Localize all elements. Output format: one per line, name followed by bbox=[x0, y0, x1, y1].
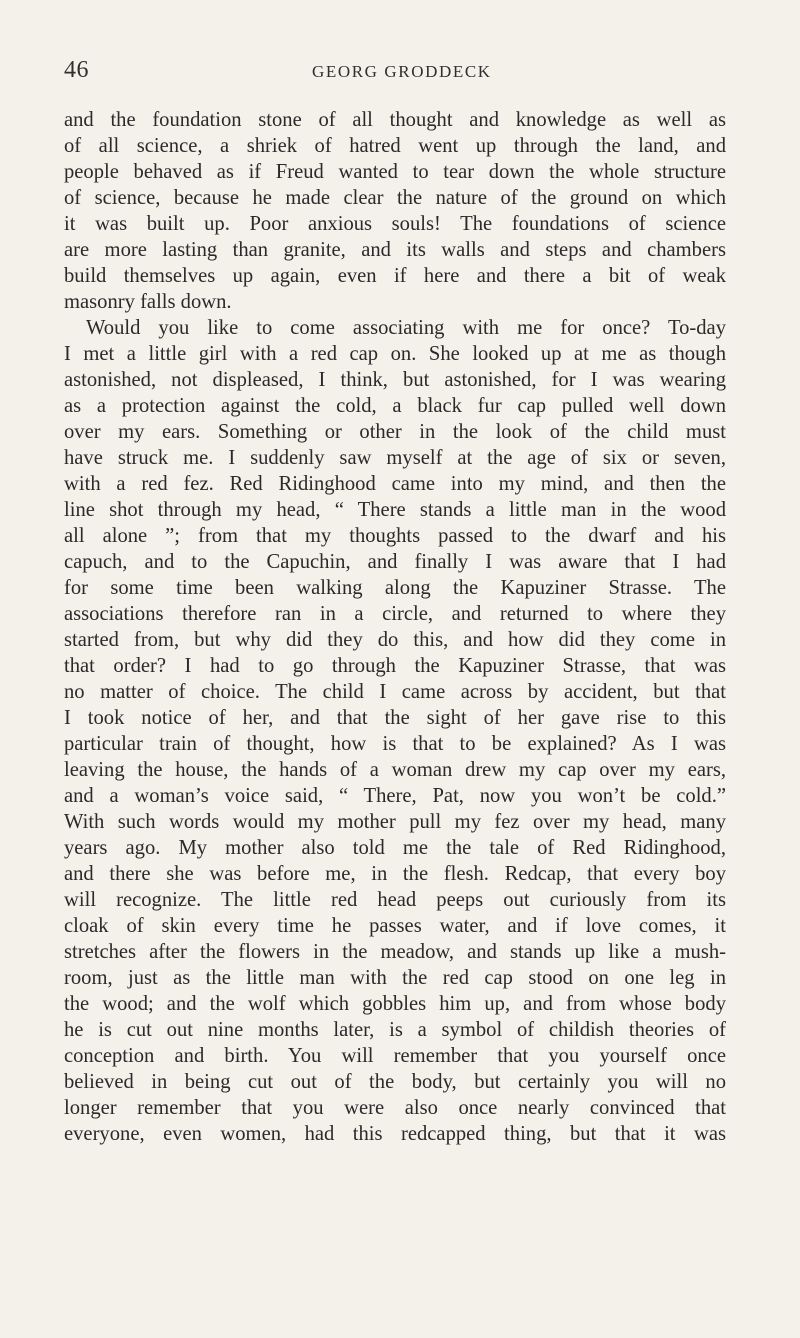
running-head bbox=[64, 57, 726, 87]
text-line: line shot through my head, “ There stands a little man in the wood bbox=[64, 499, 726, 521]
text-line: and a woman’s voice said, “ There, Pat, now you won’t be cold.” bbox=[64, 785, 726, 807]
text-line: I took notice of her, and that the sight of her gave rise to this bbox=[64, 707, 726, 729]
text-line: Would you like to come associating with me for once? To-day bbox=[86, 317, 726, 339]
text-line: stretches after the flowers in the meadow, and stands up like a mush- bbox=[64, 941, 726, 963]
text-line: room, just as the little man with the red cap stood on one leg in bbox=[64, 967, 726, 989]
text-line: believed in being cut out of the body, but certainly you will no bbox=[64, 1071, 726, 1093]
text-line: capuch, and to the Capuchin, and finally I was aware that I had bbox=[64, 551, 726, 573]
text-line: that order? I had to go through the Kapuziner Strasse, that was bbox=[64, 655, 726, 677]
text-line: are more lasting than granite, and its walls and steps and chambers bbox=[64, 239, 726, 261]
text-line: I met a little girl with a red cap on. She looked up at me as though bbox=[64, 343, 726, 365]
text-line: the wood; and the wolf which gobbles him up, and from whose body bbox=[64, 993, 726, 1015]
text-line: particular train of thought, how is that to be explained? As I was bbox=[64, 733, 726, 755]
text-line: will recognize. The little red head peeps out curiously from its bbox=[64, 889, 726, 911]
text-line: associations therefore ran in a circle, and returned to where they bbox=[64, 603, 726, 625]
text-line: he is cut out nine months later, is a symbol of childish theories of bbox=[64, 1019, 726, 1041]
text-line: and the foundation stone of all thought and knowledge as well as bbox=[64, 109, 726, 131]
text-line: for some time been walking along the Kapuziner Strasse. The bbox=[64, 577, 726, 599]
text-line: cloak of skin every time he passes water, and if love comes, it bbox=[64, 915, 726, 937]
text-line: masonry falls down. bbox=[64, 291, 232, 313]
text-line: With such words would my mother pull my fez over my head, many bbox=[64, 811, 726, 833]
text-line: and there she was before me, in the flesh. Redcap, that every boy bbox=[64, 863, 726, 885]
text-line: build themselves up again, even if here and there a bit of weak bbox=[64, 265, 726, 287]
paragraph bbox=[64, 315, 726, 1147]
text-line: have struck me. I suddenly saw myself at the age of six or seven, bbox=[64, 447, 726, 469]
text-line: of all science, a shriek of hatred went up through the land, and bbox=[64, 135, 726, 157]
text-line: no matter of choice. The child I came across by accident, but that bbox=[64, 681, 726, 703]
page-number: 46 bbox=[64, 57, 89, 83]
body-text bbox=[64, 107, 726, 1147]
text-line: as a protection against the cold, a black fur cap pulled well down bbox=[64, 395, 726, 417]
text-line: started from, but why did they do this, and how did they come in bbox=[64, 629, 726, 651]
text-line: years ago. My mother also told me the tale of Red Ridinghood, bbox=[64, 837, 726, 859]
running-title: GEORG GRODDECK bbox=[312, 62, 492, 81]
text-line: leaving the house, the hands of a woman drew my cap over my ears, bbox=[64, 759, 726, 781]
text-line: over my ears. Something or other in the look of the child must bbox=[64, 421, 726, 443]
text-line: conception and birth. You will remember that you yourself once bbox=[64, 1045, 726, 1067]
text-line: everyone, even women, had this redcapped thing, but that it was bbox=[64, 1123, 726, 1145]
text-line: astonished, not displeased, I think, but astonished, for I was wearing bbox=[64, 369, 726, 391]
text-line: of science, because he made clear the nature of the ground on which bbox=[64, 187, 726, 209]
text-line: with a red fez. Red Ridinghood came into my mind, and then the bbox=[64, 473, 726, 495]
text-line: all alone ”; from that my thoughts passed to the dwarf and his bbox=[64, 525, 726, 547]
text-line: it was built up. Poor anxious souls! The foundations of science bbox=[64, 213, 726, 235]
paragraph bbox=[64, 107, 726, 315]
text-line: longer remember that you were also once nearly convinced that bbox=[64, 1097, 726, 1119]
text-line: people behaved as if Freud wanted to tear down the whole structure bbox=[64, 161, 726, 183]
